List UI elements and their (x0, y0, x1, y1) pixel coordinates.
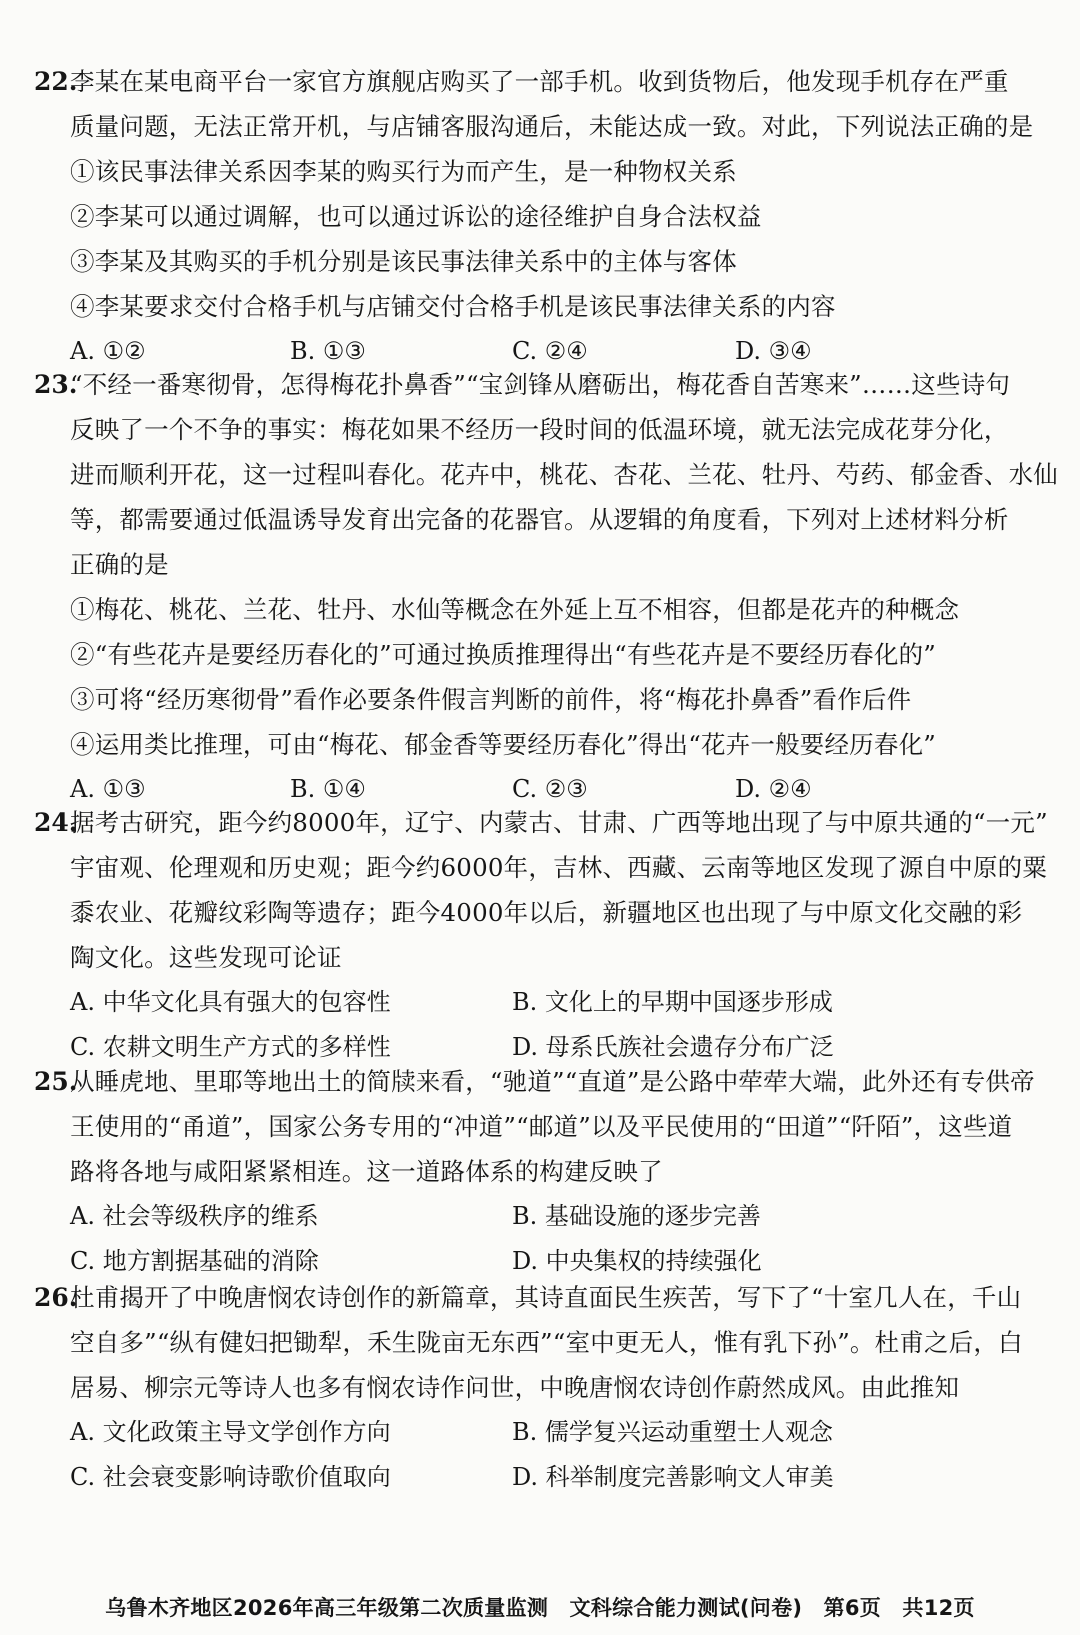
option-c[interactable]: C. 社会衰变影响诗歌价值取向 (70, 1463, 391, 1491)
question-text-line: “不经一番寒彻骨，怎得梅花扑鼻香”“宝剑锋从磨砺出，梅花香自苦寒来”……这些诗句 (70, 370, 1011, 399)
options-row (0, 1194, 1080, 1239)
page-footer: 乌鲁木齐地区2026年高三年级第二次质量监测 文科综合能力测试(问卷) 第6页 共12页 (105, 1596, 975, 1620)
statement-4: ④李某要求交付合格手机与店铺交付合格手机是该民事法律关系的内容 (70, 292, 836, 321)
question-text-line: 宇宙观、伦理观和历史观；距今约6000年，吉林、西藏、云南等地区发现了源自中原的粟 (70, 853, 1048, 882)
question-text-line: 空自多”“纵有健妇把锄犁，禾生陇亩无东西”“室中更无人，惟有乳下孙”。杜甫之后，白 (70, 1328, 1023, 1357)
option-b[interactable]: B. 基础设施的逐步完善 (512, 1202, 761, 1230)
option-b[interactable]: B. 儒学复兴运动重塑士人观念 (512, 1418, 833, 1446)
option-a[interactable]: A. ①③ (70, 775, 146, 803)
question-26 (0, 1275, 1080, 1500)
question-text-line: 从睡虎地、里耶等地出土的简牍来看，“驰道”“直道”是公路中荦荦大端，此外还有专供帝 (70, 1067, 1035, 1096)
question-22 (0, 59, 1080, 374)
option-d[interactable]: D. 科举制度完善影响文人审美 (512, 1463, 834, 1491)
option-d[interactable]: D. 母系氏族社会遗存分布广泛 (512, 1033, 834, 1061)
question-number: 25. (34, 1067, 78, 1096)
question-number: 24. (34, 808, 78, 837)
statement-2: ②“有些花卉是要经历春化的”可通过换质推理得出“有些花卉是不要经历春化的” (70, 640, 936, 669)
question-number: 26. (34, 1283, 78, 1312)
option-d[interactable]: D. ②④ (735, 775, 812, 803)
question-text-line: 据考古研究，距今约8000年，辽宁、内蒙古、甘肃、广西等地出现了与中原共通的“一元” (70, 808, 1048, 837)
question-text-line: 质量问题，无法正常开机，与店铺客服沟通后，未能达成一致。对此，下列说法正确的是 (70, 112, 1034, 141)
option-a[interactable]: A. 社会等级秩序的维系 (70, 1202, 319, 1230)
statement-1: ①该民事法律关系因李某的购买行为而产生，是一种物权关系 (70, 157, 737, 186)
question-text-line: 王使用的“甬道”，国家公务专用的“冲道”“邮道”以及平民使用的“田道”“阡陌”，这些道 (70, 1112, 1013, 1141)
statement-4: ④运用类比推理，可由“梅花、郁金香等要经历春化”得出“花卉一般要经历春化” (70, 730, 936, 759)
statement-3: ③李某及其购买的手机分别是该民事法律关系中的主体与客体 (70, 247, 737, 276)
question-text-line: 正确的是 (70, 550, 169, 579)
question-text-line: 居易、柳宗元等诗人也多有悯农诗作问世，中晚唐悯农诗创作蔚然成风。由此推知 (70, 1373, 960, 1402)
option-c[interactable]: C. ②③ (512, 775, 588, 803)
option-c[interactable]: C. 农耕文明生产方式的多样性 (70, 1033, 391, 1061)
question-25 (0, 1059, 1080, 1284)
question-text-line: 进而顺利开花，这一过程叫春化。花卉中，桃花、杏花、兰花、牡丹、芍药、郁金香、水仙 (70, 460, 1058, 489)
statement-3: ③可将“经历寒彻骨”看作必要条件假言判断的前件，将“梅花扑鼻香”看作后件 (70, 685, 912, 714)
statement-2: ②李某可以通过调解，也可以通过诉讼的途径维护自身合法权益 (70, 202, 762, 231)
question-number: 23. (34, 370, 78, 399)
question-text-line: 路将各地与咸阳紧紧相连。这一道路体系的构建反映了 (70, 1157, 663, 1186)
question-text-line: 杜甫揭开了中晚唐悯农诗创作的新篇章，其诗直面民生疾苦，写下了“十室几人在，千山 (70, 1283, 1022, 1312)
option-c[interactable]: C. ②④ (512, 337, 588, 365)
option-b[interactable]: B. ①④ (290, 775, 366, 803)
question-23 (0, 362, 1080, 812)
question-text-line: 陶文化。这些发现可论证 (70, 943, 342, 972)
question-text-line: 反映了一个不争的事实：梅花如果不经历一段时间的低温环境，就无法完成花芽分化， (70, 415, 1009, 444)
option-c[interactable]: C. 地方割据基础的消除 (70, 1247, 319, 1275)
option-a[interactable]: A. ①② (70, 337, 146, 365)
option-b[interactable]: B. 文化上的早期中国逐步形成 (512, 988, 833, 1016)
option-b[interactable]: B. ①③ (290, 337, 366, 365)
option-a[interactable]: A. 中华文化具有强大的包容性 (70, 988, 391, 1016)
options-row (0, 1455, 1080, 1500)
question-24 (0, 800, 1080, 1070)
statement-1: ①梅花、桃花、兰花、牡丹、水仙等概念在外延上互不相容，但都是花卉的种概念 (70, 595, 960, 624)
option-d[interactable]: D. 中央集权的持续强化 (512, 1247, 762, 1275)
question-text-line: 黍农业、花瓣纹彩陶等遗存；距今4000年以后，新疆地区也出现了与中原文化交融的彩 (70, 898, 1023, 927)
options-row (0, 1410, 1080, 1455)
option-a[interactable]: A. 文化政策主导文学创作方向 (70, 1418, 391, 1446)
question-number: 22. (34, 67, 78, 96)
options-row (0, 980, 1080, 1025)
question-text-line: 李某在某电商平台一家官方旗舰店购买了一部手机。收到货物后，他发现手机存在严重 (70, 67, 1009, 96)
option-d[interactable]: D. ③④ (735, 337, 812, 365)
question-text-line: 等，都需要通过低温诱导发育出完备的花器官。从逻辑的角度看，下列对上述材料分析 (70, 505, 1009, 534)
